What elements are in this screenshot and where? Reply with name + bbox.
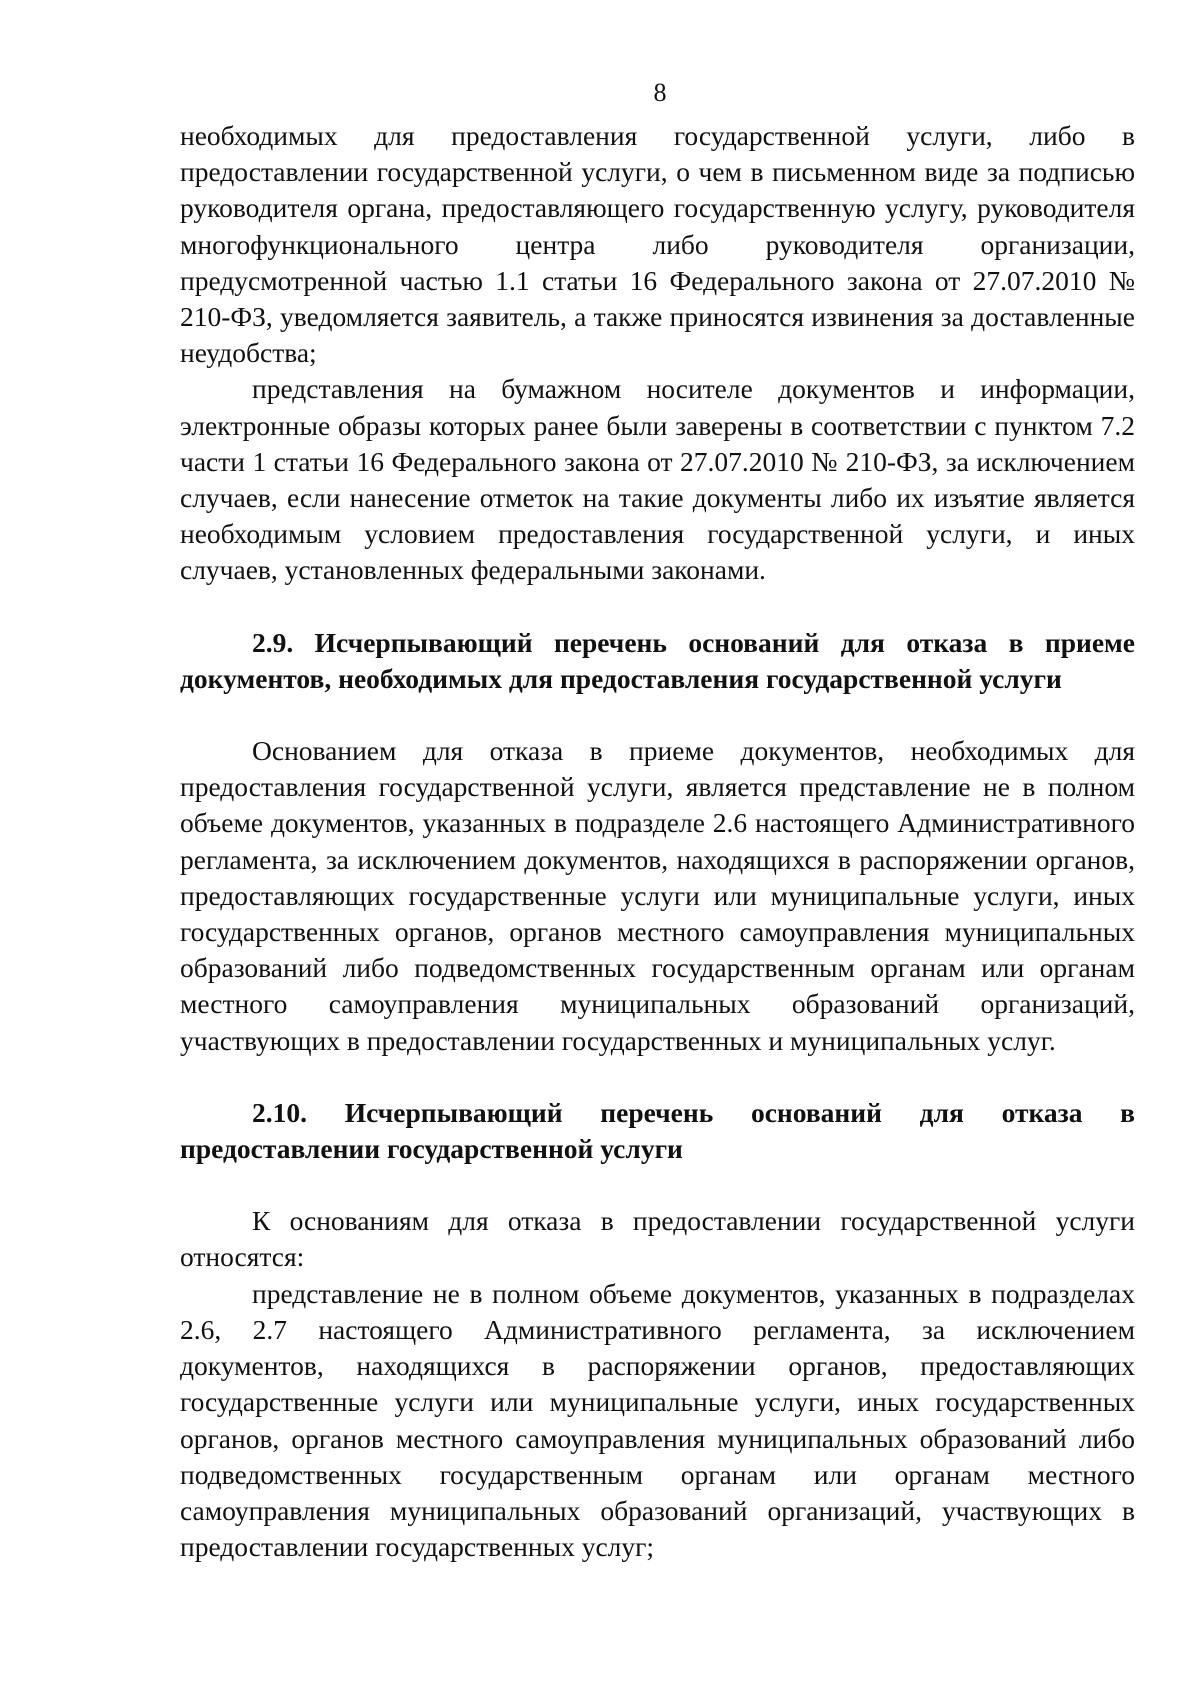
paragraph-continuation: необходимых для предоставления государственной услуги, либо в предоставлении государственной услуги, о чем в письменном виде за подписью руководителя органа, предоставляющего государственную услугу, руководителя многофункционального центра либо руководителя организации, предусмотренной частью 1.1 статьи 16 Федерального закона от 27.07.2010 № 210-ФЗ, уведомляется заявитель, а также приносятся извинения за доставленные неудобства; bbox=[180, 120, 1135, 369]
document-body bbox=[180, 118, 1135, 1565]
section-heading-2-10: 2.10. Исчерпывающий перечень оснований для отказа в предоставлении государственной услуги bbox=[180, 1096, 1135, 1165]
section-2-10-intro: К основаниям для отказа в предоставлении государственной услуги относятся: bbox=[180, 1205, 1135, 1273]
page-number: 8 bbox=[653, 78, 667, 107]
section-2-10-item-1: представление не в полном объеме документов, указанных в подразделах 2.6, 2.7 настоящего Административного регламента, за исключением документов, находящихся в распоряжении органов, предоставляющих государственные услуги или муниципальные услуги, иных государственных органов, органов местного самоуправления муниципальных образований либо подведомственных государственным органам или органам местного самоуправления муниципальных образований организаций, участвующих в предоставлении государственных услуг; bbox=[180, 1277, 1135, 1563]
section-2-9-body: Основанием для отказа в приеме документов, необходимых для предоставления государственной услуги, является представление не в полном объеме документов, указанных в подразделе 2.6 настоящего Административного регламента, за исключением документов, находящихся в распоряжении органов, предоставляющих государственные услуги или муниципальные услуги, иных государственных органов, органов местного самоуправления муниципальных образований либо подведомственных государственным органам или органам местного самоуправления муниципальных образований организаций, участвующих в предоставлении государственных и муниципальных услуг. bbox=[180, 735, 1135, 1056]
paragraph-paper-documents: представления на бумажном носителе документов и информации, электронные образы которых ранее были заверены в соответствии с пунктом 7.2 части 1 статьи 16 Федерального закона от 27.07.2010 № 210-ФЗ, за исключением случаев, если нанесение отметок на такие документы либо их изъятие является необходимым условием предоставления государственной услуги, и иных случаев, установленных федеральными законами. bbox=[180, 373, 1135, 586]
section-heading-2-9: 2.9. Исчерпывающий перечень оснований для отказа в приеме документов, необходимых для предоставления государственной услуги bbox=[180, 626, 1135, 694]
